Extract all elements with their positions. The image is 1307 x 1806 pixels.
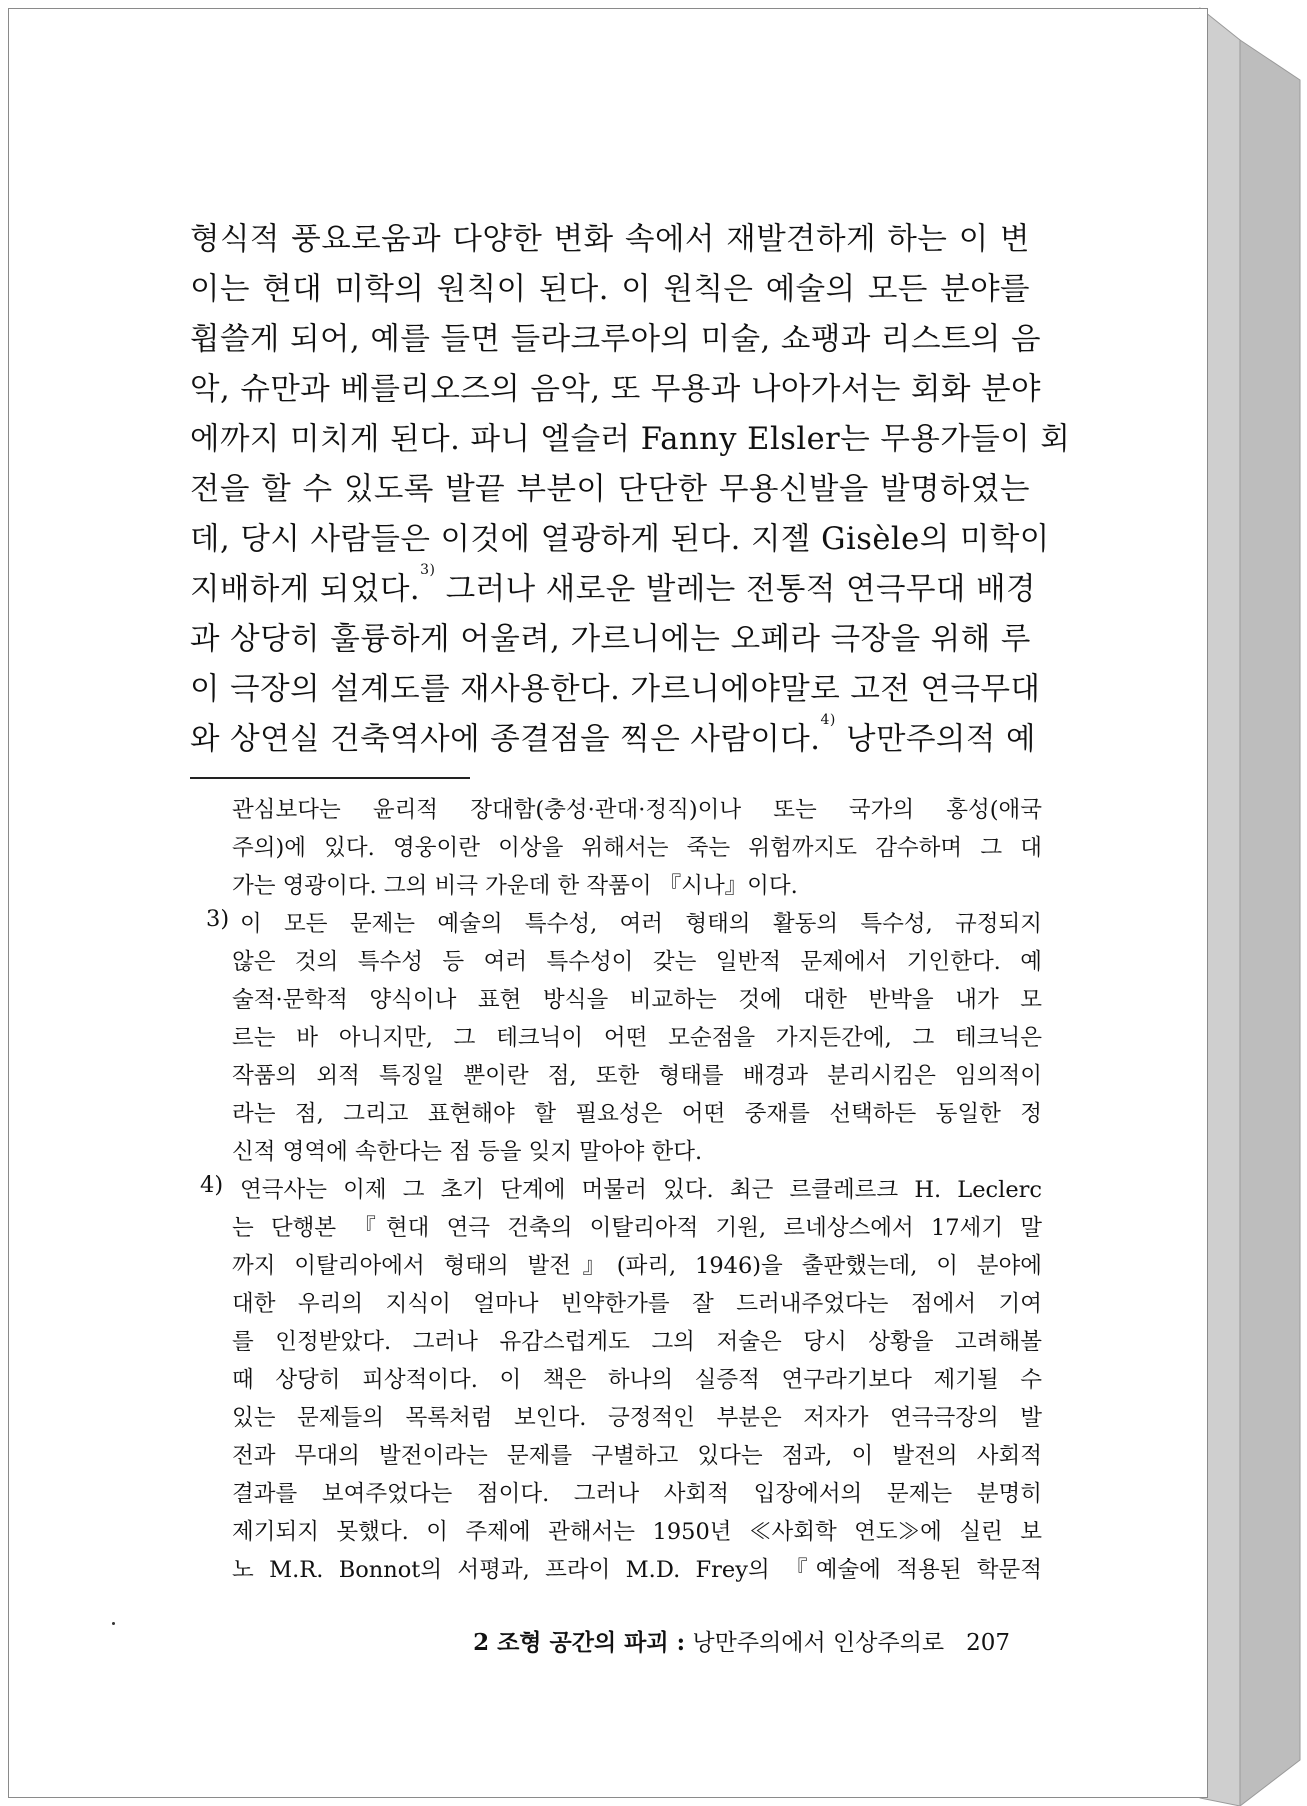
speck — [112, 1622, 115, 1625]
footnote-line: 작품의 외적 특징일 뿐이란 점, 또한 형태를 배경과 분리시킴은 임의적이 — [232, 1063, 1042, 1089]
footnote-line: 가는 영광이다. 그의 비극 가운데 한 작품이 『시나』이다. — [232, 873, 798, 899]
footer-subtitle: 낭만주의에서 인상주의로 — [685, 1630, 945, 1656]
body-line: 휩쓸게 되어, 예를 들면 들라크루아의 미술, 쇼팽과 리스트의 음 — [190, 322, 1042, 357]
footnote-line: 술적·문학적 양식이나 표현 방식을 비교하는 것에 대한 반박을 내가 모 — [232, 987, 1042, 1013]
body-line: 데, 당시 사람들은 이것에 열광하게 된다. 지젤 Gisèle의 미학이 — [190, 522, 1050, 557]
footnote-number: 3) — [206, 906, 230, 932]
footnote-line: 르는 바 아니지만, 그 테크닉이 어떤 모순점을 가지든간에, 그 테크닉은 — [232, 1025, 1042, 1051]
footnote-line: 때 상당히 피상적이다. 이 책은 하나의 실증적 연구라기보다 제기될 수 — [232, 1367, 1042, 1393]
body-line: 에까지 미치게 된다. 파니 엘슬러 Fanny Elsler는 무용가들이 회 — [190, 422, 1071, 457]
footnote-line: 않은 것의 특수성 등 여러 특수성이 갖는 일반적 문제에서 기인한다. 예 — [232, 949, 1042, 975]
footnote-line: 관심보다는 윤리적 장대함(충성·관대·정직)이나 또는 국가의 홍성(애국 — [232, 797, 1042, 823]
footnote-rule — [190, 777, 470, 779]
body-line: 이 극장의 설계도를 재사용한다. 가르니에야말로 고전 연극무대 — [190, 672, 1041, 707]
footnote-line: 까지 이탈리아에서 형태의 발전』(파리, 1946)을 출판했는데, 이 분야에 — [232, 1253, 1042, 1279]
footer-chapter: 2 조형 공간의 파괴 : — [473, 1629, 686, 1656]
running-footer — [455, 1624, 1010, 1657]
body-line: 형식적 풍요로움과 다양한 변화 속에서 재발견하게 하는 이 변 — [190, 222, 1030, 257]
footnote-ref: 3) — [420, 562, 436, 578]
footnote-line: 대한 우리의 지식이 얼마나 빈약한가를 잘 드러내주었다는 점에서 기여 — [232, 1291, 1042, 1317]
footnote-number: 4) — [200, 1172, 224, 1198]
page-number: 207 — [966, 1630, 1010, 1656]
footnote-line: 결과를 보여주었다는 점이다. 그러나 사회적 입장에서의 문제는 분명히 — [232, 1481, 1042, 1507]
footnote-line: 이 모든 문제는 예술의 특수성, 여러 형태의 활동의 특수성, 규정되지 — [240, 911, 1042, 937]
body-line: 이는 현대 미학의 원칙이 된다. 이 원칙은 예술의 모든 분야를 — [190, 272, 1030, 307]
footnote-line: 는 단행본 『현대 연극 건축의 이탈리아적 기원, 르네상스에서 17세기 말 — [232, 1215, 1042, 1241]
body-line: 과 상당히 훌륭하게 어울려, 가르니에는 오페라 극장을 위해 루 — [190, 622, 1031, 657]
body-line: 악, 슈만과 베를리오즈의 음악, 또 무용과 나아가서는 회화 분야 — [190, 372, 1042, 407]
footnote-line: 노 M.R. Bonnot의 서평과, 프라이 M.D. Frey의 『예술에 적용된 학문적 — [232, 1557, 1042, 1583]
footnote-line: 전과 무대의 발전이라는 문제를 구별하고 있다는 점과, 이 발전의 사회적 — [232, 1443, 1042, 1469]
footnote-line: 라는 점, 그리고 표현해야 할 필요성은 어떤 중재를 선택하든 동일한 정 — [232, 1101, 1042, 1127]
footnote-line: 있는 문제들의 목록처럼 보인다. 긍정적인 부분은 저자가 연극극장의 발 — [232, 1405, 1042, 1431]
footnote-line: 를 인정받았다. 그러나 유감스럽게도 그의 저술은 당시 상황을 고려해볼 — [232, 1329, 1042, 1355]
footnote-line: 주의)에 있다. 영웅이란 이상을 위해서는 죽는 위험까지도 감수하며 그 대 — [232, 835, 1042, 861]
body-line: 와 상연실 건축역사에 종결점을 찍은 사람이다.$^{4)}$ 낭만주의적 예 — [190, 712, 1037, 757]
body-line: 전을 할 수 있도록 발끝 부분이 단단한 무용신발을 발명하였는 — [190, 472, 1030, 507]
footnote-line: 연극사는 이제 그 초기 단계에 머물러 있다. 최근 르클레르크 H. Leclerc — [240, 1177, 1042, 1203]
body-line: 지배하게 되었다.$^{3)}$ 그러나 새로운 발레는 전통적 연극무대 배경 — [190, 562, 1037, 607]
footnote-ref: 4) — [820, 712, 836, 728]
footnote-line: 제기되지 못했다. 이 주제에 관해서는 1950년 ≪사회학 연도≫에 실린 보 — [232, 1519, 1042, 1545]
footnote-line: 신적 영역에 속한다는 점 등을 잊지 말아야 한다. — [232, 1139, 703, 1165]
